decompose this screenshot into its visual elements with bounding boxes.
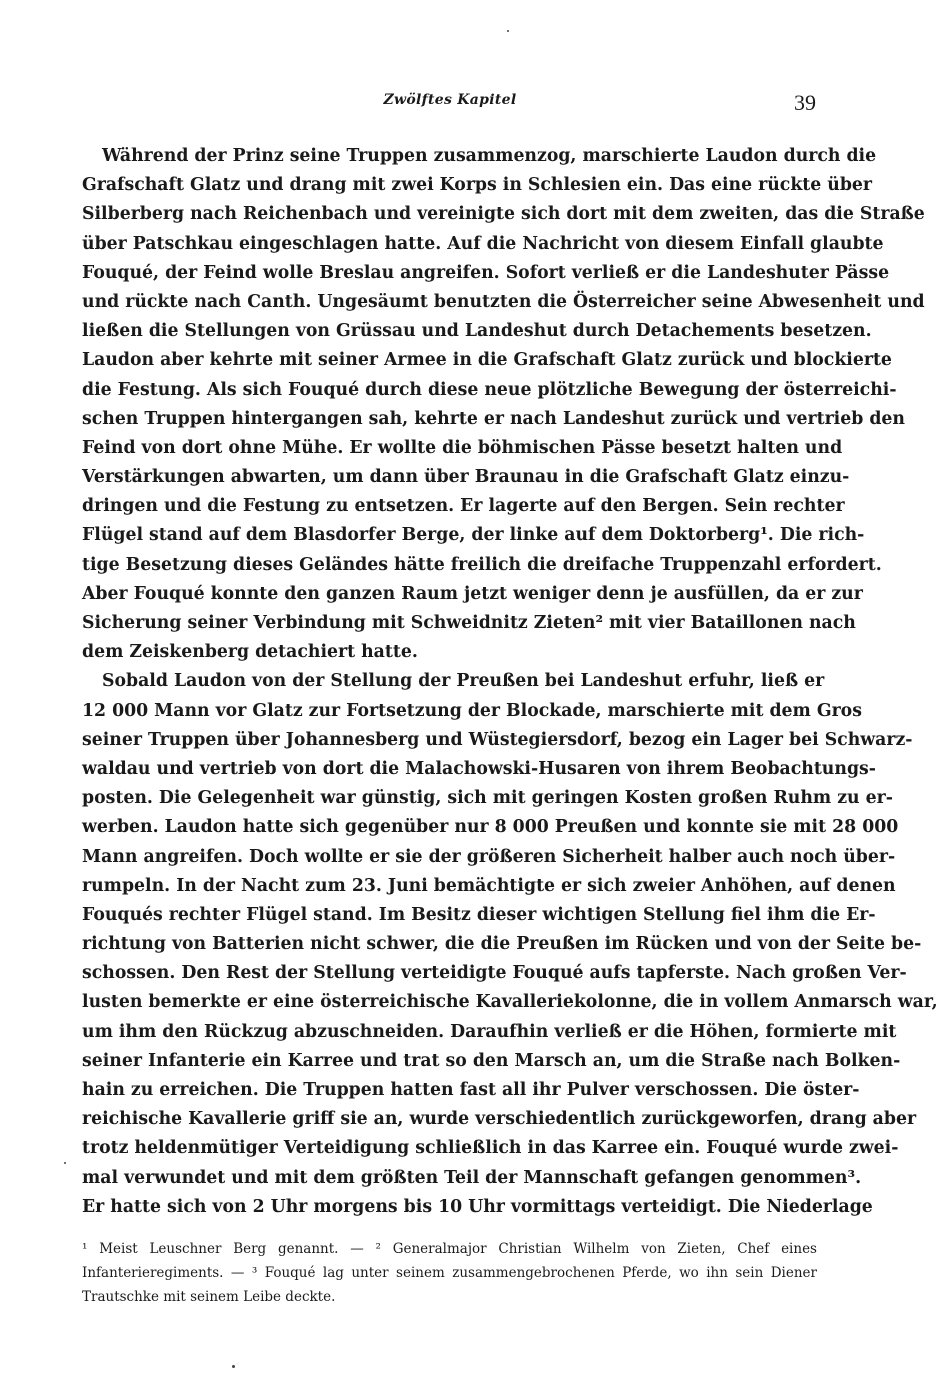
text-line: hain zu erreichen. Die Truppen hatten fast all ihr Pulver verschossen. Die öster- (82, 1080, 860, 1100)
text-line: dringen und die Festung zu entsetzen. Er lagerte auf den Bergen. Sein rechter (82, 496, 845, 517)
text-line: 12 000 Mann vor Glatz zur Fortsetzung der Blockade, marschierte mit dem Gros (82, 700, 862, 721)
text-line: Er hatte sich von 2 Uhr morgens bis 10 Uhr vormittags verteidigt. Die Niederlage (82, 1196, 873, 1217)
footnote-line: ¹ Meist Leuschner Berg genannt. — ² Generalmajor Christian Wilhelm von Zieten, Chef eines (82, 1241, 817, 1257)
text-line: werben. Laudon hatte sich gegenüber nur 8 000 Preußen und konnte sie mit 28 000 (82, 817, 899, 838)
running-head: Zwölftes Kapitel (383, 92, 517, 108)
footnotes (82, 1237, 817, 1309)
text-line: Flügel stand auf dem Blasdorfer Berge, der linke auf dem Doktorberg¹. Die rich- (82, 525, 865, 546)
text-line: die Festung. Als sich Fouqué durch diese neue plötzliche Bewegung der österreichi- (82, 379, 897, 400)
paper-speck (232, 1365, 235, 1368)
text-line: schen Truppen hintergangen sah, kehrte er nach Landeshut zurück und vertrieb den (82, 408, 905, 429)
text-line: rumpeln. In der Nacht zum 23. Juni bemächtigte er sich zweier Anhöhen, auf denen (82, 875, 896, 896)
text-line: seiner Infanterie ein Karree und trat so den Marsch an, um die Straße nach Bolken- (82, 1050, 901, 1071)
text-line: Während der Prinz seine Truppen zusammenzog, marschierte Laudon durch die (102, 146, 877, 166)
text-line: waldau und vertrieb von dort die Malachowski-Husaren von ihrem Beobachtungs- (82, 758, 876, 779)
text-line: Fouqués rechter Flügel stand. Im Besitz dieser wichtigen Stellung fiel ihm die Er- (82, 904, 876, 925)
text-line: reichische Kavallerie griff sie an, wurde verschiedentlich zurückgeworfen, drang aber (82, 1109, 917, 1130)
paper-speck (507, 30, 509, 32)
text-line: Laudon aber kehrte mit seiner Armee in die Grafschaft Glatz zurück und blockierte (82, 350, 892, 371)
footnote-line: Trautschke mit seinem Leibe deckte. (82, 1289, 336, 1305)
text-line: über Patschkau eingeschlagen hatte. Auf die Nachricht von diesem Einfall glaubte (82, 233, 884, 254)
paper-speck (64, 1162, 66, 1164)
text-line: dem Zeiskenberg detachiert hatte. (82, 642, 418, 663)
text-line: Fouqué, der Feind wolle Breslau angreifen. Sofort verließ er die Landeshuter Pässe (82, 262, 890, 283)
text-line: Mann angreifen. Doch wollte er sie der größeren Sicherheit halber auch noch über- (82, 846, 896, 867)
text-line: Sobald Laudon von der Stellung der Preußen bei Landeshut erfuhr, ließ er (102, 671, 825, 692)
text-line: und rückte nach Canth. Ungesäumt benutzten die Österreicher seine Abwesenheit und (82, 291, 925, 312)
text-line: Feind von dort ohne Mühe. Er wollte die böhmischen Pässe besetzt halten und (82, 437, 843, 458)
text-line: posten. Die Gelegenheit war günstig, sich mit geringen Kosten großen Ruhm zu er- (82, 788, 893, 809)
text-line: um ihm den Rückzug abzuschneiden. Daraufhin verließ er die Höhen, formierte mit (82, 1021, 897, 1042)
text-line: ließen die Stellungen von Grüssau und Landeshut durch Detachements besetzen. (82, 321, 872, 342)
text-line: Verstärkungen abwarten, um dann über Braunau in die Grafschaft Glatz einzu- (82, 467, 850, 488)
page-number: 39 (794, 90, 816, 115)
text-line: Sicherung seiner Verbindung mit Schweidnitz Zieten² mit vier Bataillonen nach (82, 613, 856, 633)
footnote-line: Infanterieregiments. — ³ Fouqué lag unter seinem zusammengebrochenen Pferde, wo ihn sein Diener (82, 1265, 817, 1281)
text-line: richtung von Batterien nicht schwer, die die Preußen im Rücken und von der Seite be- (82, 934, 922, 955)
text-line: trotz heldenmütiger Verteidigung schließlich in das Karree ein. Fouqué wurde zwei- (82, 1138, 899, 1159)
text-line: Silberberg nach Reichenbach und vereinigte sich dort mit dem zweiten, das die Straße (82, 204, 925, 225)
text-line: seiner Truppen über Johannesberg und Wüstegiersdorf, bezog ein Lager bei Schwarz- (82, 729, 913, 750)
text-line: Grafschaft Glatz und drang mit zwei Korps in Schlesien ein. Das eine rückte über (82, 175, 873, 196)
text-line: Aber Fouqué konnte den ganzen Raum jetzt weniger denn je ausfüllen, da er zur (82, 583, 863, 604)
text-line: lusten bemerkte er eine österreichische Kavalleriekolonne, die in vollem Anmarsch war, (82, 992, 938, 1013)
text-line: mal verwundet und mit dem größten Teil der Mannschaft gefangen genommen³. (82, 1167, 862, 1188)
body-text (82, 142, 938, 1222)
text-line: schossen. Den Rest der Stellung verteidigte Fouqué aufs tapferste. Nach großen Ver- (82, 963, 907, 984)
text-line: tige Besetzung dieses Geländes hätte freilich die dreifache Truppenzahl erfordert. (82, 554, 882, 575)
